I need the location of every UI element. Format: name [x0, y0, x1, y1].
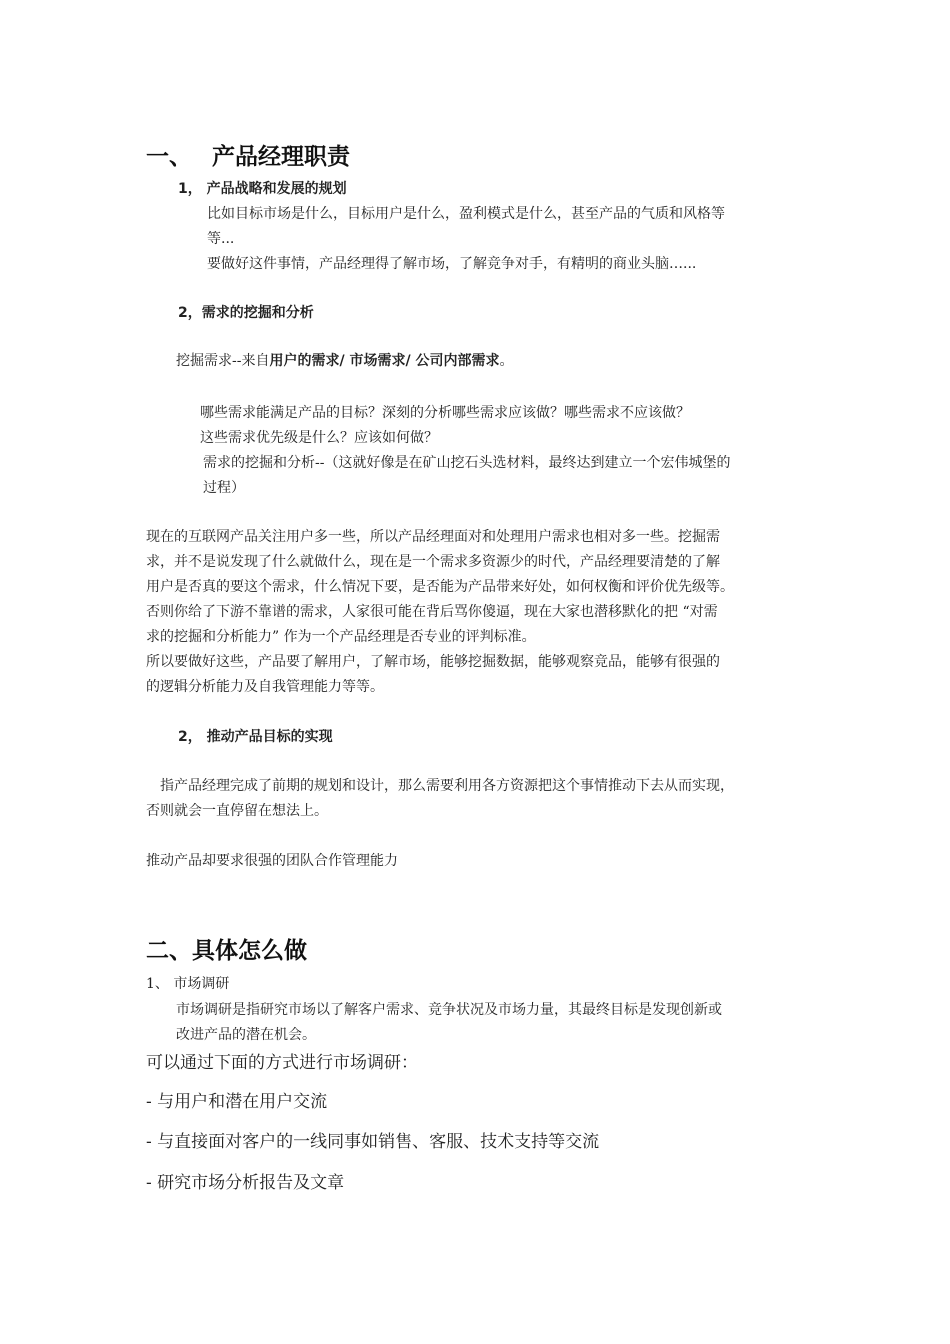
section1-number: 一、: [146, 144, 192, 170]
sub3-line: 否则就会一直停留在想法上。: [146, 803, 328, 819]
question-line: 这些需求优先级是什么？应该如何做？: [200, 430, 438, 446]
sub2-intro-suffix: 。: [499, 353, 514, 369]
item1-line: 改进产品的潜在机会。: [176, 1027, 316, 1043]
section1-title: 产品经理职责: [212, 144, 350, 170]
method-item: - 与直接面对客户的一线同事如销售、客服、技术支持等交流: [146, 1132, 600, 1152]
paragraph-line: 用户是否真的要这个需求，什么情况下要，是否能为产品带来好处，如何权衡和评价优先级等。: [146, 579, 734, 595]
method-intro: 可以通过下面的方式进行市场调研：: [146, 1053, 418, 1073]
sub1-line: 要做好这件事情，产品经理得了解市场，了解竞争对手，有精明的商业头脑…...: [207, 256, 697, 272]
sub1-line: 等...: [207, 231, 235, 247]
method-item: - 研究市场分析报告及文章: [146, 1173, 345, 1193]
paragraph-line: 的逻辑分析能力及自我管理能力等等。: [146, 679, 384, 695]
sub2-intro-bold: 用户的需求/ 市场需求/ 公司内部需求: [269, 353, 500, 369]
item1-line: 市场调研是指研究市场以了解客户需求、竞争状况及市场力量，其最终目标是发现创新或: [176, 1002, 722, 1018]
question-line: 需求的挖掘和分析--（这就好像是在矿山挖石头选材料，最终达到建立一个宏伟城堡的: [203, 455, 731, 471]
sub2-intro-prefix: 挖掘需求--来自: [176, 353, 270, 369]
paragraph-line: 求，并不是说发现了什么就做什么，现在是一个需求多资源少的时代，产品经理要清楚的了解: [146, 554, 720, 570]
sub1-heading: 1， 产品战略和发展的规划: [178, 181, 347, 197]
sub2-heading: 2，需求的挖掘和分析: [178, 305, 314, 321]
method-item: - 与用户和潜在用户交流: [146, 1092, 328, 1112]
item1-heading: 1、 市场调研: [146, 976, 230, 992]
question-line: 哪些需求能满足产品的目标？深刻的分析哪些需求应该做？哪些需求不应该做？: [200, 405, 690, 421]
paragraph-line: 现在的互联网产品关注用户多一些，所以产品经理面对和处理用户需求也相对多一些。挖掘需: [146, 529, 720, 545]
question-line: 过程）: [203, 480, 245, 496]
section2-title: 二、具体怎么做: [146, 938, 307, 964]
sub3-heading: 2， 推动产品目标的实现: [178, 729, 333, 745]
paragraph-line: 否则你给了下游不靠谱的需求，人家很可能在背后骂你傻逼，现在大家也潜移默化的把 “对需: [146, 604, 718, 620]
sub1-line: 比如目标市场是什么，目标用户是什么，盈利模式是什么，甚至产品的气质和风格等: [207, 206, 725, 222]
sub2-intro: [176, 350, 513, 370]
paragraph-line: 所以要做好这些，产品要了解用户，了解市场，能够挖掘数据，能够观察竞品，能够有很强的: [146, 654, 720, 670]
sub3-last: 推动产品却要求很强的团队合作管理能力: [146, 853, 398, 869]
paragraph-line: 求的挖掘和分析能力” 作为一个产品经理是否专业的评判标准。: [146, 629, 536, 645]
sub3-line: 指产品经理完成了前期的规划和设计，那么需要利用各方资源把这个事情推动下去从而实现，: [160, 778, 734, 794]
